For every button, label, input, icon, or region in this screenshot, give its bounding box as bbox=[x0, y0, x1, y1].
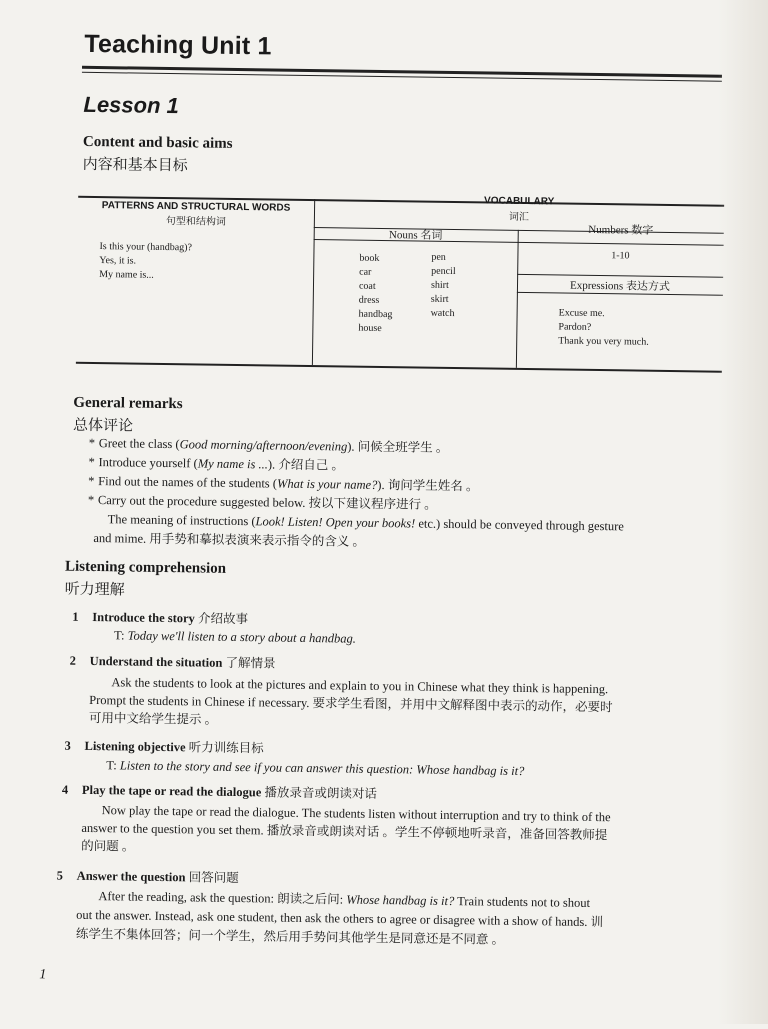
pattern-item: Yes, it is. bbox=[99, 255, 137, 267]
instructions-para-line2: and mime. 用手势和摹拟表演来表示指令的含义 。 bbox=[93, 531, 366, 549]
expression-item: Pardon? bbox=[558, 321, 592, 333]
pattern-item: My name is... bbox=[99, 269, 154, 281]
expressions-list bbox=[558, 306, 649, 349]
step-4-heading: 4 Play the tape or read the dialogue 播放录音或朗读对话 bbox=[61, 782, 378, 801]
noun-item: car bbox=[359, 266, 372, 278]
step-4-line3: 的问题 。 bbox=[81, 838, 135, 854]
unit-title: Teaching Unit 1 bbox=[84, 29, 272, 61]
noun-item: handbag bbox=[358, 308, 393, 321]
vocab-header-cn: 词汇 bbox=[508, 211, 530, 224]
vocabulary-table bbox=[76, 188, 724, 375]
noun-item: skirt bbox=[430, 293, 449, 305]
listening-heading-cn: 听力理解 bbox=[64, 579, 125, 599]
general-bullets bbox=[88, 434, 479, 515]
vocab-header: VOCABULARY bbox=[484, 195, 555, 208]
step-2-line3: 可用中文给学生提示 。 bbox=[88, 710, 218, 727]
general-heading-cn: 总体评论 bbox=[72, 415, 134, 435]
nouns-col-2 bbox=[431, 251, 456, 321]
list-item: * Introduce yourself (My name is ...). 介绍自己 。 bbox=[88, 454, 345, 473]
general-heading: General remarks bbox=[73, 394, 183, 413]
step-2-heading: 2 Understand the situation 了解情景 bbox=[69, 653, 276, 671]
page-edge-shadow bbox=[718, 0, 768, 1024]
noun-item: pen bbox=[431, 251, 446, 263]
expression-item: Thank you very much. bbox=[558, 335, 649, 348]
noun-item: watch bbox=[430, 307, 455, 320]
list-item: * Carry out the procedure suggested below. 按以下建议程序进行 。 bbox=[87, 492, 437, 512]
nouns-col-1 bbox=[358, 252, 393, 336]
patterns-list bbox=[99, 240, 192, 283]
patterns-header: PATTERNS AND STRUCTURAL WORDS bbox=[101, 200, 291, 214]
step-3-text: T: Listen to the story and see if you can answer this question: Whose handbag is it? bbox=[106, 758, 525, 779]
numbers-header: Numbers 数字 bbox=[588, 223, 654, 237]
nouns-header: Nouns 名词 bbox=[388, 229, 443, 242]
content-heading: Content and basic aims bbox=[82, 133, 233, 152]
numbers-value: 1-10 bbox=[611, 250, 630, 262]
noun-item: dress bbox=[358, 294, 380, 306]
list-item: * Find out the names of the students (What is your name?). 询问学生姓名 。 bbox=[88, 473, 479, 494]
noun-item: coat bbox=[358, 280, 376, 292]
noun-item: book bbox=[359, 252, 380, 264]
step-2-line1: Ask the students to look at the pictures and explain to you in Chinese what they think is happening. bbox=[111, 675, 609, 697]
step-4-line2: answer to the question you set them. 播放录音或朗读对话 。学生不停顿地听录音，准备回答教师提 bbox=[81, 820, 608, 843]
step-1-heading: 1 Introduce the story 介绍故事 bbox=[72, 609, 249, 627]
step-3-heading: 3 Listening objective 听力训练目标 bbox=[64, 738, 264, 756]
page-number: 1 bbox=[39, 967, 47, 983]
expressions-header: Expressions 表达方式 bbox=[569, 279, 671, 294]
noun-item: pencil bbox=[431, 265, 456, 278]
step-5-heading: 5 Answer the question 回答问题 bbox=[56, 868, 239, 886]
instructions-para-line1: The meaning of instructions (Look! Listen! Open your books! etc.) should be conveyed through gesture bbox=[107, 512, 624, 534]
step-5-line2: out the answer. Instead, ask one student, then ask the others to agree or disagree with a show of hands. 训 bbox=[76, 907, 604, 930]
pattern-item: Is this your (handbag)? bbox=[99, 241, 193, 254]
patterns-header-cn: 句型和结构词 bbox=[165, 215, 226, 228]
noun-item: shirt bbox=[430, 279, 449, 291]
step-5-line3: 练学生不集体回答；问一个学生，然后用手势问其他学生是同意还是不同意 。 bbox=[75, 926, 505, 947]
step-4-line1: Now play the tape or read the dialogue. The students listen without interruption and try to think of the bbox=[101, 803, 611, 825]
step-5-line1: After the reading, ask the question: 朗读之后问: Whose handbag is it? Train students not to shout bbox=[98, 889, 591, 910]
listening-heading: Listening comprehension bbox=[64, 558, 227, 577]
noun-item: house bbox=[358, 322, 382, 335]
step-2-line2: Prompt the students in Chinese if necessary. 要求学生看图，并用中文解释图中表示的动作，必要时 bbox=[89, 692, 613, 715]
step-1-text: T: Today we'll listen to a story about a handbag. bbox=[113, 628, 357, 646]
expression-item: Excuse me. bbox=[558, 307, 605, 320]
table-bottom-rule bbox=[76, 362, 722, 373]
list-item: * Greet the class (Good morning/afternoon/evening). 问候全班学生 。 bbox=[88, 435, 449, 455]
lesson-title: Lesson 1 bbox=[83, 91, 180, 119]
content-heading-cn: 内容和基本目标 bbox=[82, 154, 188, 175]
